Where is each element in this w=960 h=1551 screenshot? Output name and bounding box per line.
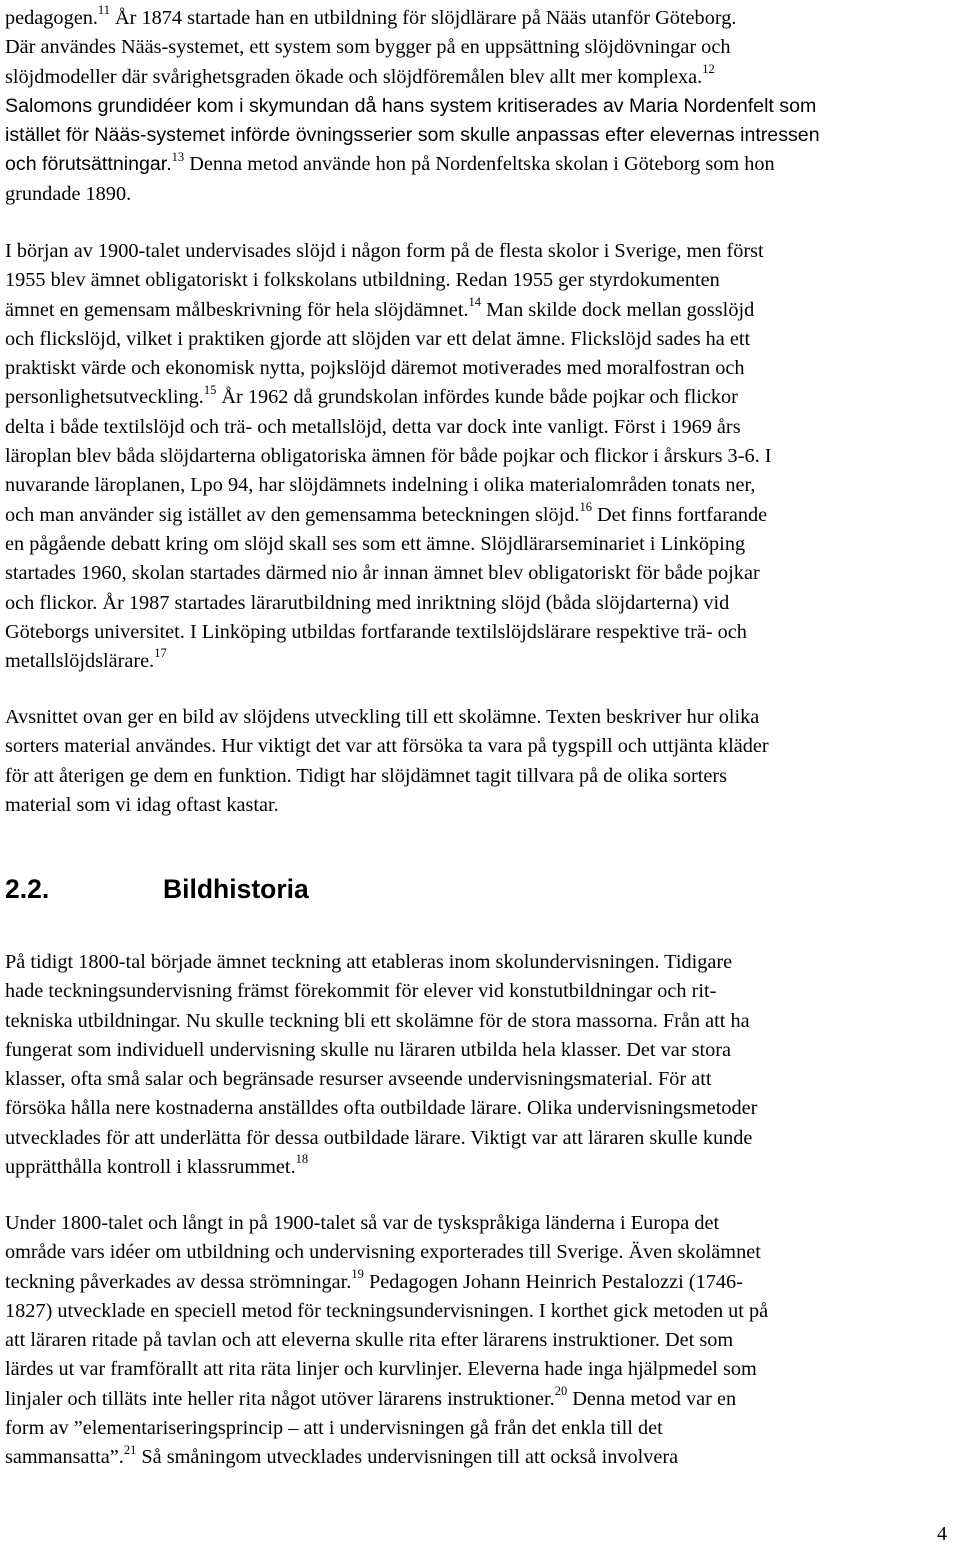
text-line (5, 530, 955, 559)
text-line (5, 1268, 955, 1297)
line-text: material som vi idag oftast kastar. (5, 793, 279, 816)
text-line (5, 1238, 955, 1267)
text-line (5, 4, 955, 33)
text-line (5, 589, 955, 618)
line-text-continued: År 1962 då grundskolan infördes kunde både pojkar och flickor (216, 386, 738, 409)
text-line (5, 63, 955, 92)
paragraph-drawing-1800s (5, 948, 955, 1182)
section-number: 2.2. (5, 874, 50, 904)
text-line (5, 325, 955, 354)
text-line (5, 92, 955, 121)
line-text: Avsnittet ovan ger en bild av slöjdens utveckling till ett skolämne. Texten beskriver hur olika (5, 706, 760, 728)
paragraph-slojd-history-intro (5, 4, 955, 209)
line-text-continued: Pedagogen Johann Heinrich Pestalozzi (1746- (363, 1270, 743, 1293)
text-line (5, 1124, 955, 1153)
footnote-marker[interactable]: 20 (554, 1384, 568, 1399)
line-text: utvecklades för att underlätta för dessa outbildade lärare. Viktigt var att läraren skulle kunde (5, 1126, 753, 1149)
footnote-marker[interactable]: 16 (579, 499, 592, 514)
footnote-marker[interactable]: 18 (295, 1152, 309, 1167)
line-text-continued: Denna metod använde hon på Nordenfeltska skolan i Göteborg som hon (184, 153, 775, 176)
line-text: hade teckningsundervisning främst förekommit för elever vid konstutbildningar och rit- (5, 980, 717, 1003)
text-line (5, 703, 955, 732)
text-line (5, 762, 955, 791)
line-text: metallslöjdslärare. (5, 650, 155, 673)
paragraph-drawing-germany (5, 1209, 955, 1473)
line-text-continued: Det finns fortfarande (591, 503, 768, 526)
line-text: teckning påverkades av dessa strömningar. (5, 1270, 352, 1293)
line-text: en pågående debatt kring om slöjd skall ses som ett ämne. Slöjdlärarseminariet i Linköping (5, 532, 746, 555)
line-text: upprätthålla kontroll i klassrummet. (5, 1156, 296, 1179)
text-line (5, 1094, 955, 1123)
paragraph-slojd-summary (5, 703, 955, 820)
line-text-continued: Så småningom utvecklades undervisningen till att också involvera (136, 1446, 679, 1469)
line-text: läroplan blev båda slöjdarterna obligatoriska ämnen för både pojkar och flickor i årskurs 3-6. I (5, 445, 772, 468)
line-text-continued: Denna metod var en (567, 1387, 737, 1410)
text-line (5, 180, 955, 209)
line-text: form av ”elementariseringsprincip – att i undervisningen gå från det enkla till det (5, 1417, 663, 1440)
footnote-marker[interactable]: 17 (154, 646, 167, 661)
line-text: 1955 blev ämnet obligatoriskt i folkskolans utbildning. Redan 1955 ger styrdokumenten (5, 269, 720, 292)
line-text: fungerat som individuell undervisning skulle nu läraren utbilda hela klasser. Det var stora (5, 1038, 731, 1061)
text-line (5, 471, 955, 500)
text-line (5, 1385, 955, 1414)
section-heading (5, 872, 309, 906)
text-line (5, 559, 955, 588)
line-text: nuvarande läroplanen, Lpo 94, har slöjdämnets indelning i olika materialområden tonats ner, (5, 474, 756, 497)
text-line (5, 150, 955, 179)
text-line (5, 618, 955, 647)
line-text: tekniska utbildningar. Nu skulle teckning bli ett skolämne för de stora massorna. Från att ha (5, 1009, 750, 1032)
text-line (5, 1297, 955, 1326)
line-text-continued: Man skilde dock mellan gosslöjd (481, 298, 755, 321)
line-text: praktiskt värde och ekonomisk nytta, pojkslöjd däremot motiverades med moralfostran och (5, 357, 745, 380)
footnote-marker[interactable]: 14 (468, 294, 482, 309)
footnote-marker[interactable]: 13 (171, 149, 185, 164)
page-number: 4 (937, 1523, 947, 1545)
line-text: delta i både textilslöjd och trä- och metallslöjd, detta var dock inte vanligt. Först i 1969 års (5, 415, 741, 438)
text-line (5, 383, 955, 412)
text-line (5, 1326, 955, 1355)
footnote-marker[interactable]: 12 (702, 61, 715, 76)
line-text: lärdes ut var framförallt att rita räta linjer och kurvlinjer. Eleverna hade inga hjälpmedel som (5, 1358, 757, 1381)
line-text: och man använder sig istället av den gemensamma beteckningen slöjd. (5, 503, 580, 526)
line-text: Där användes Nääs-systemet, ett system som bygger på en uppsättning slöjdövningar och (5, 36, 731, 59)
line-text: grundade 1890. (5, 182, 132, 205)
line-text: istället för Nääs-systemet införde övningsserier som skulle anpassas efter elevernas intressen (5, 124, 820, 147)
line-text: ämnet en gemensam målbeskrivning för hela slöjdämnet. (5, 298, 469, 321)
text-line (5, 266, 955, 295)
text-line (5, 296, 955, 325)
line-text: startades 1960, skolan startades därmed nio år innan ämnet blev obligatoriskt för både pojkar (5, 562, 760, 585)
line-text: 1827) utvecklade en speciell metod för teckningsundervisningen. I korthet gick metoden ut på (5, 1299, 769, 1322)
line-text: försöka hålla nere kostnaderna anställdes ofta outbildade lärare. Olika undervisningsmetoder (5, 1097, 758, 1120)
text-line (5, 732, 955, 761)
line-text: sorters material användes. Hur viktigt det var att försöka ta vara på tygspill och uttjänta kläder (5, 735, 769, 758)
line-text: pedagogen. (5, 7, 98, 29)
line-text: för att återigen ge dem en funktion. Tidigt har slöjdämnet tagit tillvara på de olika sorters (5, 764, 728, 787)
text-line (5, 1355, 955, 1384)
text-line (5, 501, 955, 530)
line-text: personlighetsutveckling. (5, 386, 204, 409)
line-text: sammansatta”. (5, 1446, 124, 1469)
footnote-marker[interactable]: 15 (203, 382, 217, 397)
text-line (5, 354, 955, 383)
text-line (5, 237, 955, 266)
line-text: område vars idéer om utbildning och undervisning exporterades till Sverige. Även skolämnet (5, 1241, 761, 1264)
text-line (5, 1065, 955, 1094)
text-line (5, 121, 955, 150)
text-line (5, 1443, 955, 1472)
line-text: slöjdmodeller där svårighetsgraden ökade och slöjdföremålen blev allt mer komplexa. (5, 65, 703, 88)
line-text-continued: År 1874 startade han en utbildning för slöjdlärare på Nääs utanför Göteborg. (109, 7, 737, 29)
line-text: att läraren ritade på tavlan och att eleverna skulle rita efter lärarens instruktioner. Det som (5, 1329, 734, 1352)
paragraph-slojd-1900s (5, 237, 955, 676)
text-line (5, 647, 955, 676)
text-line (5, 33, 955, 62)
text-line (5, 413, 955, 442)
text-line (5, 1007, 955, 1036)
text-line (5, 977, 955, 1006)
line-text: klasser, ofta små salar och begränsade resurser avseende undervisningsmaterial. För att (5, 1068, 712, 1091)
line-text: I början av 1900-talet undervisades slöjd i någon form på de flesta skolor i Sverige, men först (5, 240, 764, 262)
footnote-marker[interactable]: 19 (351, 1266, 364, 1281)
line-text: Under 1800-talet och långt in på 1900-talet så var de tyskspråkiga länderna i Europa det (5, 1212, 720, 1234)
text-line (5, 442, 955, 471)
text-line (5, 1209, 955, 1238)
line-text: och förutsättningar. (5, 153, 172, 176)
line-text: och flickor. År 1987 startades lärarutbildning med inriktning slöjd (båda slöjdarterna) vid (5, 591, 730, 614)
text-line (5, 791, 955, 820)
line-text: Salomons grundidéer kom i skymundan då hans system kritiserades av Maria Nordenfelt som (5, 94, 817, 117)
text-line (5, 948, 955, 977)
line-text: På tidigt 1800-tal började ämnet teckning att etableras inom skolundervisningen. Tidigare (5, 951, 733, 973)
text-line (5, 1036, 955, 1065)
line-text: Göteborgs universitet. I Linköping utbildas fortfarande textilslöjdslärare respektive trä- och (5, 620, 747, 643)
section-title: Bildhistoria (163, 874, 309, 904)
text-line (5, 1153, 955, 1182)
line-text: och flickslöjd, vilket i praktiken gjorde att slöjden var ett delat ämne. Flickslöjd sades ha ett (5, 327, 751, 350)
footnote-marker[interactable]: 11 (97, 3, 110, 18)
footnote-marker[interactable]: 21 (123, 1442, 137, 1457)
text-line (5, 1414, 955, 1443)
line-text: linjaler och tilläts inte heller rita något utöver lärarens instruktioner. (5, 1387, 555, 1410)
